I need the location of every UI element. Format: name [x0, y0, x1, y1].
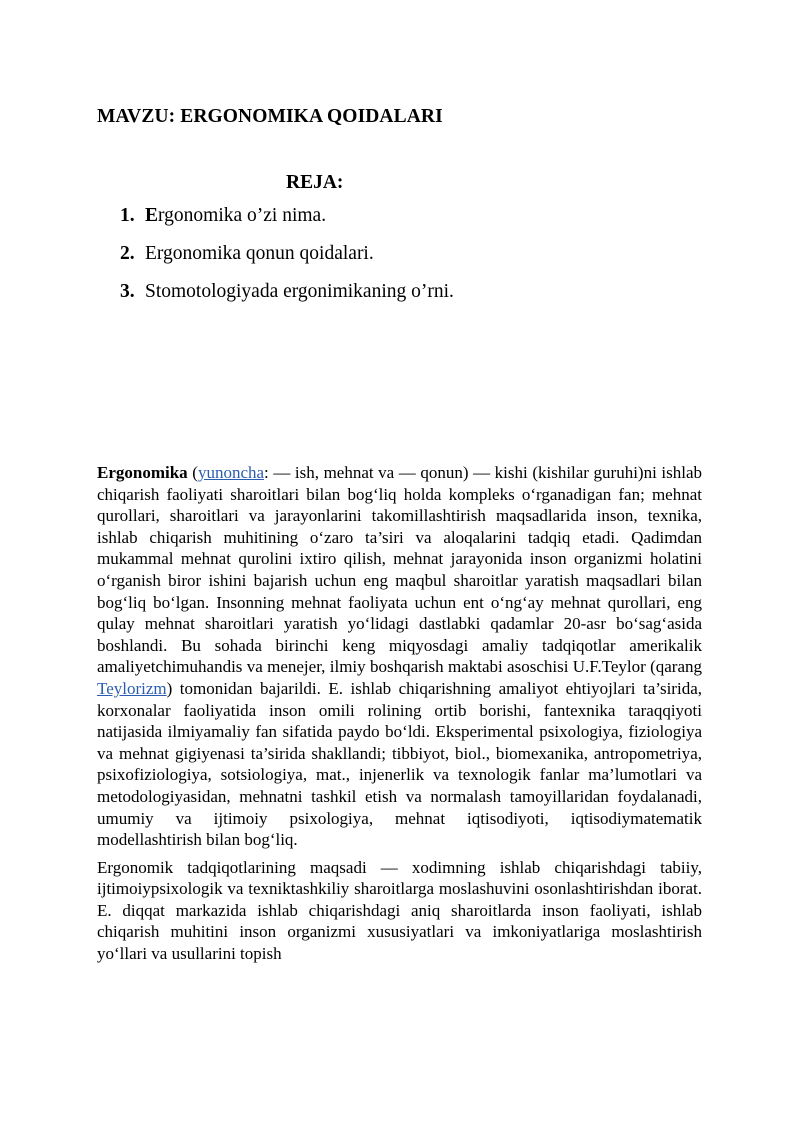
paragraph-ergonomic-research: Ergonomik tadqiqotlarining maqsadi — xodimning ishlab chiqarishdagi tabiiy, ijtimoiypsixologik va texniktashkiliy sharoitlarga moslashuvini osonlashtirishdan iborat. E. diqqat markazida ishlab chiqarishdagi aniq sharoitlarda inson faoliyati, ishlab chiqarish muhitini inson organizmi xususiyatlari va imkoniyatlariga moslashtirish yo‘llari va usullarini topish	[97, 857, 702, 964]
plan-heading: REJA:	[286, 172, 344, 193]
paragraph-ergonomika-definition	[97, 462, 702, 851]
plan-item-number: 1.	[120, 205, 135, 226]
plan-item	[120, 242, 454, 280]
document-title: MAVZU: ERGONOMIKA QOIDALARI	[97, 106, 443, 127]
plan-item	[120, 280, 454, 318]
plan-item-text: Ergonomika qonun qoidalari.	[145, 243, 374, 264]
paragraph-text-segment: : — ish, mehnat va — qonun) — kishi (kishilar guruhi)ni ishlab chiqarish faoliyati sharoitlari bilan bog‘liq holda kompleks o‘rganadigan fan; mehnat qurollari, sharoitlari va jarayonlarini takomillashtirish maqsadlarida inson, texnika, ishlab chiqarish muhitining o‘zaro ta’siri va aloqalarini tadqiq etadi. Qadimdan mukammal mehnat qurolini ixtiro qilish, mehnat jarayonida inson organizmi holatini o‘rganish biror ishini bajarish uchun eng maqbul sharoitlar yaratish maqsadlari bilan bog‘liq bo‘lgan. Insonning mehnat faoliyata uchun ent o‘ng‘ay mehnat qurollari, eng qulay mehnat sharoitlari yaratish yo‘lidagi dastlabki qadamlar 20-asr bo‘sag‘asida boshlandi. Bu sohada birinchi keng miqyosdagi amaliy tadqiqotlar amerikalik amaliyetchimuhandis va menejer, ilmiy boshqarish maktabi asoschisi U.F.Teylor (qarang	[97, 463, 702, 677]
plan-item-text: rgonomika o’zi nima.	[158, 205, 327, 226]
yunoncha-link[interactable]: yunoncha	[197, 463, 265, 482]
teylorizm-link[interactable]: Teylorizm	[97, 678, 167, 698]
plan-list	[120, 204, 454, 318]
plan-item	[120, 204, 454, 242]
plan-item-text: Stomotologiyada ergonimikaning o’rni.	[145, 281, 454, 302]
paragraph-text-segment: (	[187, 463, 198, 482]
term-ergonomika: Ergonomika	[97, 463, 188, 482]
plan-item-first-letter: E	[145, 205, 159, 226]
paragraph-text-segment: ) tomonidan bajarildi. E. ishlab chiqarishning amaliyot ehtiyojlari ta’sirida, korxonalar faoliyatida inson omili rolining ortib borishi, fantexnika taraqqiyoti natijasida ilmiyamaliy fan sifatida paydo bo‘ldi. Eksperimental psixologiya, fiziologiya va mehnat gigiyenasi ta’sirida shakllandi; tibbiyot, biol., biomexanika, antropometriya, psixofiziologiya, sotsiologiya, mat., injenerlik va texnologik fanlar ma’lumotlari va metodologiyasidan, mehnatni tashkil etish va normalash tamoyillaridan foydalanadi, umumiy va ijtimoiy psixologiya, mehnat iqtisodiyoti, iqtisodiymatematik modellashtirish bilan bog‘liq.	[97, 678, 702, 850]
plan-item-number: 2.	[120, 243, 135, 264]
plan-item-number: 3.	[120, 281, 135, 302]
body-text	[97, 462, 702, 971]
